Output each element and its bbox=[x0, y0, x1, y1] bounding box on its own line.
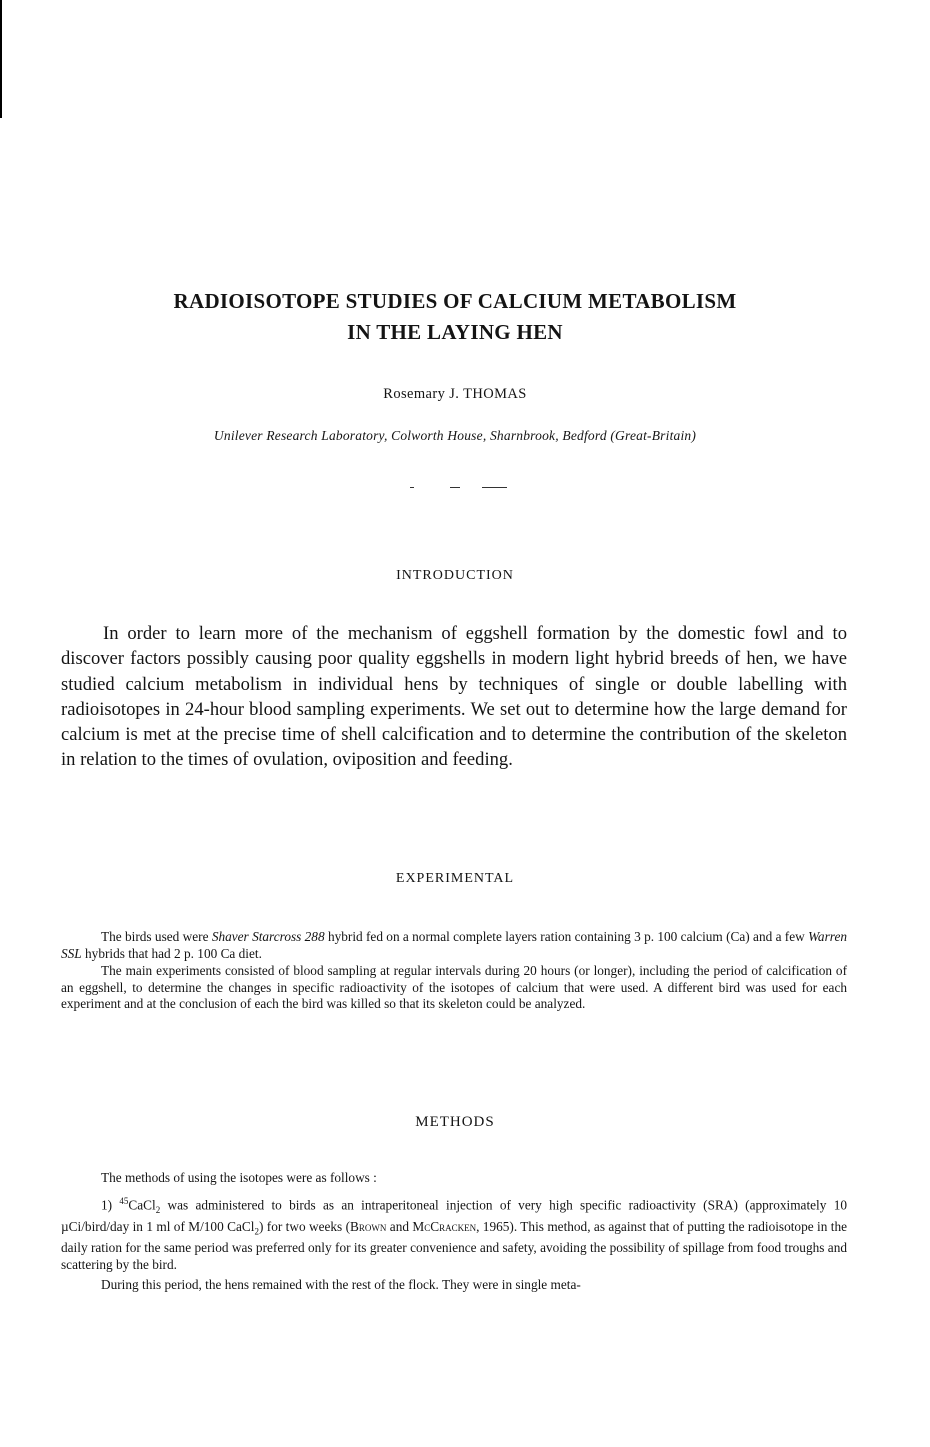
exp-strain-2: Warren SSL bbox=[61, 929, 847, 961]
introduction-paragraph: In order to learn more of the mechanism of eggshell formation by the domestic fowl and to discover factors possibly causing poor quality eggshells in modern light hybrid breeds of hen, we have studied calcium metabolism in individual hens by techniques of single or double labelling with radioisotopes in 24-hour blood sampling experiments. We set out to determine how the large demand for calcium is met at the precise time of shell calcification and to determine the contribution of the skeleton in relation to the times of ovulation, oviposition and feeding. bbox=[61, 623, 847, 771]
item1-isotope-mass: 45 bbox=[119, 1196, 129, 1206]
paper-title bbox=[60, 286, 850, 348]
item1-text-a: CaCl bbox=[128, 1197, 156, 1213]
item1-number: 1) bbox=[101, 1197, 120, 1213]
item1-and: and bbox=[386, 1218, 413, 1234]
author: Rosemary J. THOMAS bbox=[383, 386, 527, 402]
exp-p1-text-c: hybrids that had 2 p. 100 Ca diet. bbox=[81, 945, 262, 961]
title-line-1: RADIOISOTOPE STUDIES OF CALCIUM METABOLISM bbox=[173, 289, 737, 313]
methods-paragraph-last: During this period, the hens remained with the rest of the flock. They were in single meta- bbox=[101, 1277, 581, 1292]
experimental-heading: EXPERIMENTAL bbox=[395, 871, 515, 886]
methods-item-1 bbox=[61, 1193, 847, 1273]
scan-edge-mark bbox=[0, 0, 2, 118]
experimental-paragraph-1 bbox=[61, 929, 847, 962]
introduction-heading: INTRODUCTION bbox=[396, 568, 514, 583]
experimental-paragraph-2: The main experiments consisted of blood sampling at regular intervals during 20 hours (or longer), including the period of calcification of an eggshell, to determine the changes in specific radioactivity of the isotopes of calcium that were used. A different bird was used for each experiment and at the conclusion of each the bird was killed so that its skeleton could be analyzed. bbox=[61, 963, 847, 1012]
item1-text-b: was administered to birds as an intraperitoneal injection of very high specific radioactivity (SRA) (approximately 10 µCi/bird/day in 1 ml of M/100 CaCl bbox=[61, 1197, 847, 1234]
methods-intro: The methods of using the isotopes were as follows : bbox=[101, 1170, 377, 1185]
separator-dash-1 bbox=[410, 487, 414, 488]
item1-subscript: 2 bbox=[155, 1205, 161, 1216]
separator-dash-2 bbox=[450, 487, 460, 488]
exp-p1-text-b: hybrid fed on a normal complete layers ration containing 3 p. 100 calcium (Ca) and a few bbox=[324, 929, 809, 944]
item1-subscript-2: 2 bbox=[254, 1226, 259, 1237]
separator-dash-3 bbox=[482, 487, 507, 488]
exp-strain-1: Shaver Starcross 288 bbox=[211, 929, 325, 944]
exp-p1-text-a: The birds used were bbox=[101, 929, 212, 944]
affiliation: Unilever Research Laboratory, Colworth House, Sharnbrook, Bedford (Great-Britain) bbox=[213, 428, 697, 443]
item1-text-c: ) for two weeks ( bbox=[258, 1218, 351, 1234]
reference-author-2: McCracken bbox=[412, 1218, 477, 1234]
reference-author-1: Brown bbox=[350, 1218, 387, 1234]
methods-heading: METHODS bbox=[415, 1114, 495, 1130]
item1-text-d: , 1965). This method, as against that of putting the radioisotope in the daily ration for the same period was preferred only for its greater convenience and safety, avoiding the possibility of spillage from food troughs and scattering by the bird. bbox=[61, 1218, 847, 1272]
title-line-2: IN THE LAYING HEN bbox=[347, 320, 563, 344]
